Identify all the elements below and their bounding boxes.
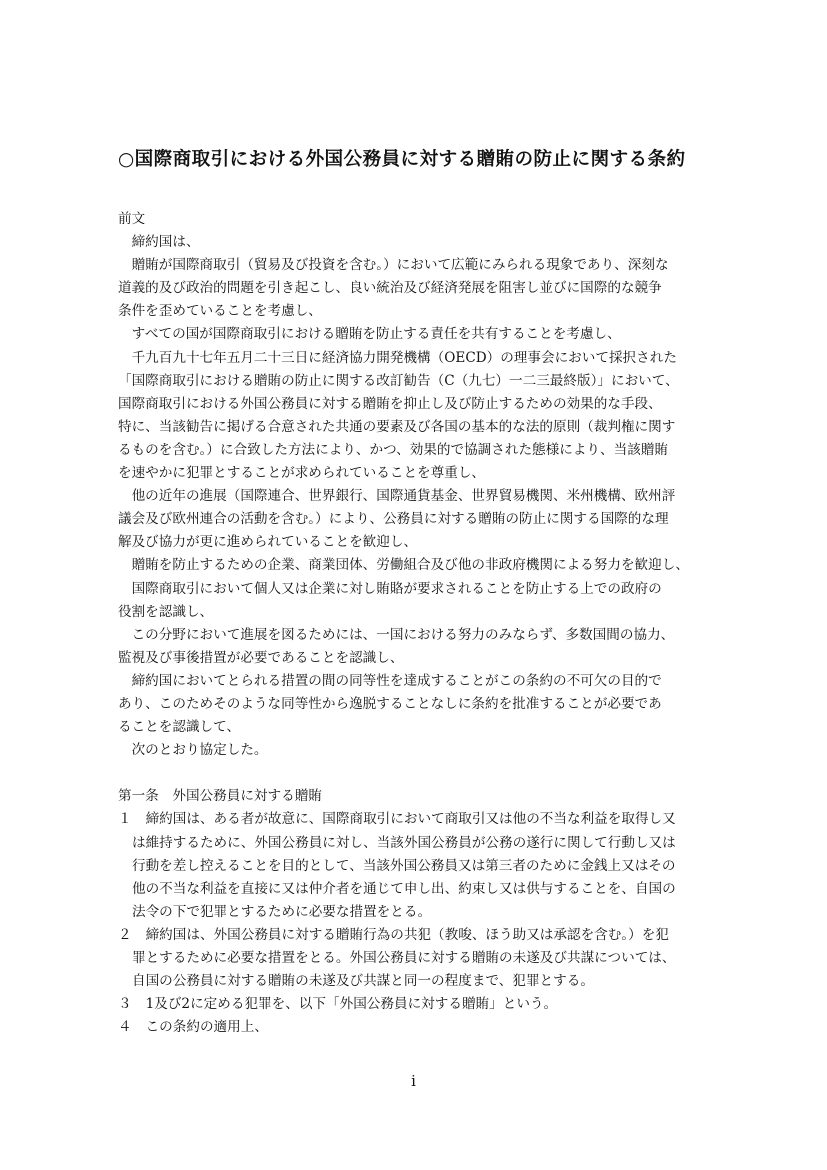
text-line: この分野において進展を図るためには、一国における努力のみならず、多数国間の協力、: [131, 626, 675, 643]
text-line: 贈賄が国際商取引（貿易及び投資を含む。）において広範にみられる現象であり、深刻な: [131, 257, 669, 274]
preamble-paragraph: [118, 231, 710, 254]
item-text: [118, 808, 710, 923]
text-line: 国際商取引における外国公務員に対する贈賄を抑止し及び防止するための効果的な手段、: [118, 395, 662, 412]
article-item: [118, 808, 710, 923]
item-number: ３: [118, 996, 132, 1013]
article-item: [118, 993, 710, 1016]
preamble-paragraph: [118, 739, 710, 762]
item-number: １: [118, 811, 132, 828]
text-line: 議会及び欧州連合の活動を含む。）により、公務員に対する贈賄の防止に関する国際的な理: [118, 511, 669, 528]
preamble-paragraph: [118, 578, 710, 624]
text-line: あり、このためそのような同等性から逸脱することなしに条約を批准することが必要であ: [118, 695, 662, 712]
text-line: 行動を差し控えることを目的として、当該外国公務員又は第三者のために金銭上又はその: [132, 857, 676, 874]
text-line: 「国際商取引における贈賄の防止に関する改訂勧告（C（九七）一二三最終版）」において、: [118, 372, 679, 389]
text-line: すべての国が国際商取引における贈賄を防止する責任を共有することを考慮し、: [131, 326, 621, 343]
item-number: ４: [118, 1019, 132, 1036]
article-heading: 第一条 外国公務員に対する贈賄: [118, 788, 322, 805]
preamble-paragraph: [118, 554, 710, 577]
text-line: 法令の下で犯罪とするために必要な措置をとる。: [132, 903, 432, 920]
preamble-paragraph: [118, 323, 710, 346]
text-line: を速やかに犯罪とすることが求められていることを尊重し、: [118, 465, 486, 482]
item-number: ２: [118, 926, 132, 943]
text-line: 道義的及び政治的問題を引き起こし、良い統治及び経済発展を阻害し並びに国際的な競争: [118, 280, 662, 297]
preamble-paragraph: [118, 624, 710, 670]
preamble-heading: 前文: [118, 211, 146, 227]
text-line: 締約国においてとられる措置の間の同等性を達成することがこの条約の不可欠の目的で: [131, 672, 662, 689]
document-body: [118, 208, 710, 1039]
section-gap: [118, 762, 710, 785]
preamble-paragraph: [118, 254, 710, 323]
text-line: 締約国は、: [131, 234, 200, 251]
text-line: 罪とするために必要な措置をとる。外国公務員に対する贈賄の未遂及び共謀については、: [132, 950, 676, 966]
text-line: 解及び協力が更に進められていることを歓迎し、: [118, 534, 418, 551]
text-line: 他の不当な利益を直接に又は仲介者を通じて申し出、約束し又は供与することを、自国の: [132, 880, 676, 897]
text-line: 役割を認識し、: [118, 603, 214, 620]
document-title: ○国際商取引における外国公務員に対する贈賄の防止に関する条約: [118, 149, 686, 170]
item-text: [118, 993, 710, 1016]
text-line: 1及び2に定める犯罪を、以下「外国公務員に対する贈賄」という。: [145, 996, 558, 1013]
text-line: は維持するために、外国公務員に対し、当該外国公務員が公務の遂行に関して行動し又は: [132, 834, 676, 851]
item-text: [118, 1016, 710, 1039]
text-line: 特に、当該勧告に掲げる合意された共通の要素及び各国の基本的な法的原則（裁判権に関す: [118, 418, 676, 435]
item-text: [118, 924, 710, 993]
text-line: ることを認識して、: [118, 719, 241, 736]
article-item: [118, 1016, 710, 1039]
text-line: 自国の公務員に対する贈賄の未遂及び共謀と同一の程度まで、犯罪とする。: [132, 973, 594, 990]
text-line: るものを含む。）に合致した方法により、かつ、効果的で協調された態様により、当該贈賄: [118, 441, 668, 458]
text-line: 千九百九十七年五月二十三日に経済協力開発機構（OECD）の理事会において採択された: [131, 349, 677, 366]
text-line: 贈賄を防止するための企業、商業団体、労働組合及び他の非政府機関による努力を歓迎し、: [131, 557, 689, 574]
text-line: 締約国は、外国公務員に対する贈賄行為の共犯（教唆、ほう助又は承認を含む。）を犯: [145, 926, 669, 943]
text-line: 監視及び事後措置が必要であることを認識し、: [118, 649, 404, 666]
text-line: 締約国は、ある者が故意に、国際商取引において商取引又は他の不当な利益を取得し又: [145, 811, 676, 828]
text-line: 他の近年の進展（国際連合、世界銀行、国際通貨基金、世界貿易機関、米州機構、欧州評: [131, 488, 676, 505]
preamble-paragraph: [118, 347, 710, 486]
article-items: [118, 808, 710, 1039]
page-number: i: [411, 1072, 416, 1090]
preamble-section: [118, 231, 710, 762]
text-line: 国際商取引において個人又は企業に対し賄賂が要求されることを防止する上での政府の: [131, 580, 662, 597]
text-line: 次のとおり協定した。: [131, 742, 268, 759]
article-item: [118, 924, 710, 993]
text-line: 条件を歪めていることを考慮し、: [118, 303, 322, 320]
text-line: この条約の適用上、: [145, 1019, 268, 1036]
preamble-paragraph: [118, 670, 710, 739]
preamble-paragraph: [118, 485, 710, 554]
